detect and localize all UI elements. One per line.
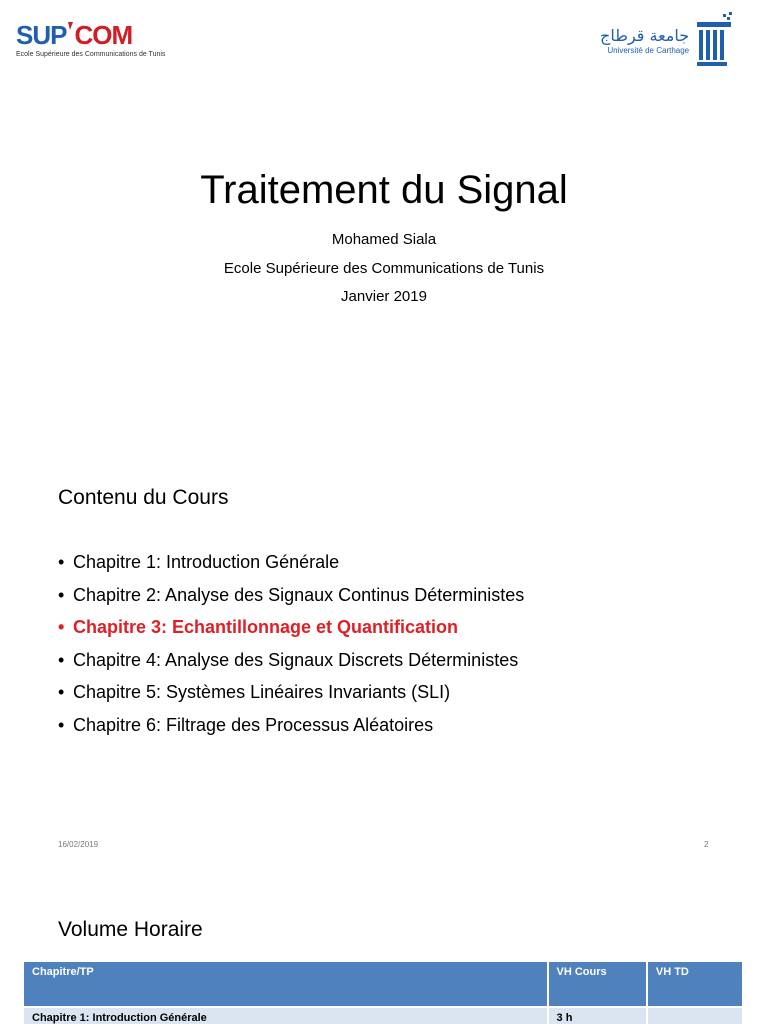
table-cell	[647, 1007, 742, 1024]
chapter-item: • Chapitre 2: Analyse des Signaux Continus Déterministes	[58, 584, 525, 605]
course-content-heading: Contenu du Cours	[58, 486, 229, 509]
table-cell: Chapitre 1: Introduction Générale	[24, 1007, 548, 1024]
chapter-item: • Chapitre 6: Filtrage des Processus Aléatoires	[58, 714, 434, 735]
table-cell: 3 h	[548, 1007, 647, 1024]
table-row	[24, 1007, 742, 1024]
hours-table	[24, 962, 742, 1024]
volume-horaire-heading: Volume Horaire	[58, 918, 203, 941]
chapter-item: • Chapitre 5: Systèmes Linéaires Invariants (SLI)	[58, 682, 451, 702]
author-name: Mohamed Siala	[331, 231, 437, 248]
column-header-chapter: Chapitre/TP	[24, 962, 548, 1007]
columns-emblem-icon	[693, 12, 733, 70]
supcom-apostrophe-icon	[66, 20, 74, 34]
supcom-tagline: Ecole Supérieure des Communications de Tunis	[16, 51, 166, 58]
column-header-vh-cours: VH Cours	[548, 962, 647, 1007]
presentation-title: Traitement du Signal	[200, 168, 568, 212]
institution-name: Ecole Supérieure des Communications de Tunis	[223, 260, 545, 277]
chapter-list	[58, 546, 524, 741]
page-number: 2	[704, 840, 709, 849]
supcom-logo	[16, 20, 186, 68]
carthage-logo	[600, 10, 750, 72]
supcom-brand-sup: SUP	[16, 20, 67, 50]
carthage-arabic-name: جامعة قرطاج	[600, 26, 690, 45]
supcom-brand	[16, 20, 186, 50]
chapter-item-highlighted: • Chapitre 3: Echantillonnage et Quantification	[58, 617, 459, 637]
column-header-vh-td: VH TD	[647, 962, 742, 1007]
table-header-row	[24, 962, 742, 1007]
supcom-brand-com: COM	[74, 20, 133, 50]
footer-date: 16/02/2019	[58, 840, 99, 849]
chapter-item: • Chapitre 1: Introduction Générale	[58, 552, 340, 572]
presentation-date: Janvier 2019	[341, 288, 427, 305]
chapter-item: • Chapitre 4: Analyse des Signaux Discrets Déterministes	[58, 649, 519, 670]
carthage-latin-name: Université de Carthage	[607, 46, 690, 55]
